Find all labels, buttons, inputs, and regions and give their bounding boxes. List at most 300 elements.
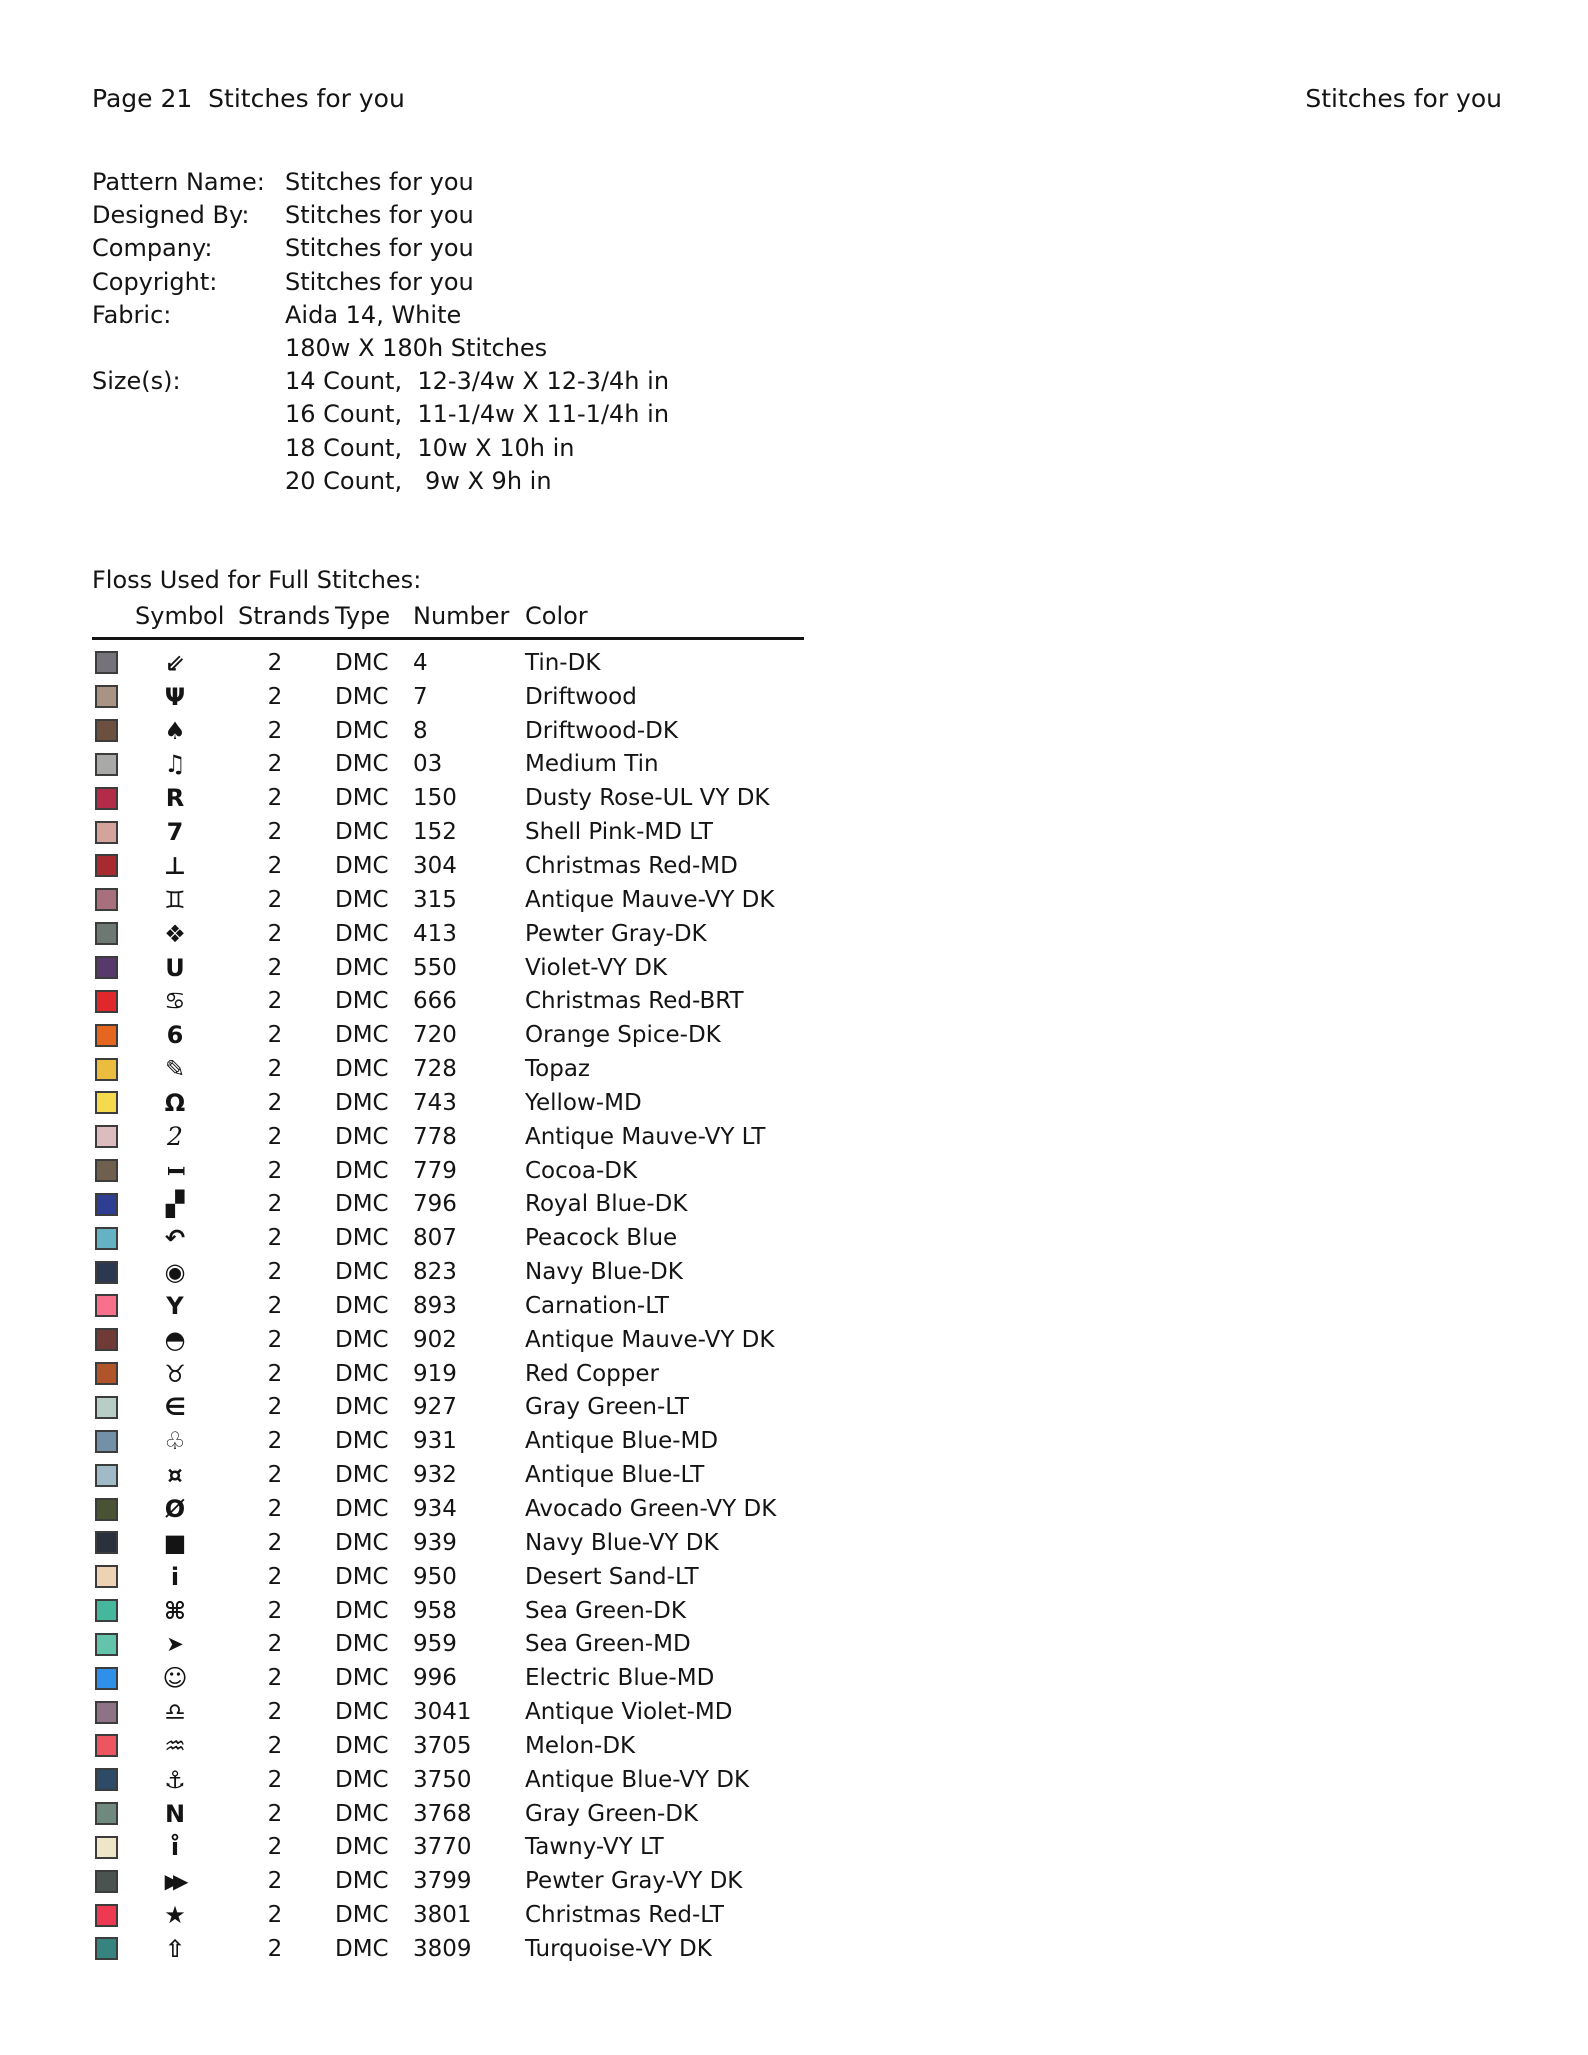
floss-number: 778 [413, 1123, 457, 1150]
floss-swatch-cell [92, 1464, 135, 1487]
floss-table-row [92, 680, 852, 714]
floss-strands: 2 [267, 1462, 283, 1489]
floss-color-swatch [95, 753, 118, 776]
floss-strands: 2 [267, 1597, 283, 1624]
floss-color-name: Desert Sand-LT [525, 1563, 699, 1590]
floss-table-header [92, 602, 804, 640]
floss-color-name: Carnation-LT [525, 1292, 669, 1319]
floss-table-row [92, 714, 852, 748]
floss-symbol: ♊ [164, 885, 186, 914]
floss-color-name: Violet-VY DK [525, 954, 668, 981]
floss-type: DMC [335, 1868, 389, 1895]
floss-number: 939 [413, 1529, 457, 1556]
floss-symbol: U [165, 953, 185, 982]
floss-type: DMC [335, 1056, 389, 1083]
floss-strands: 2 [267, 1225, 283, 1252]
floss-strands: 2 [267, 1935, 283, 1962]
floss-number: 3770 [413, 1834, 472, 1861]
floss-symbol: ⚓ [164, 1765, 186, 1794]
floss-swatch-cell [92, 1802, 135, 1825]
floss-color-name: Cocoa-DK [525, 1157, 638, 1184]
floss-number: 779 [413, 1157, 457, 1184]
floss-type: DMC [335, 1292, 389, 1319]
floss-number: 3750 [413, 1766, 472, 1793]
floss-swatch-cell [92, 1091, 135, 1114]
floss-color-name: Avocado Green-VY DK [525, 1496, 777, 1523]
floss-table-row [92, 984, 852, 1018]
floss-color-swatch [95, 1633, 118, 1656]
info-value-group [285, 166, 474, 199]
floss-color-swatch [95, 1498, 118, 1521]
floss-color-swatch [95, 1294, 118, 1317]
floss-color-swatch [95, 1464, 118, 1487]
floss-table-row [92, 1797, 852, 1831]
floss-number: 720 [413, 1022, 457, 1049]
floss-color-swatch [95, 1937, 118, 1960]
floss-symbol: ◓ [164, 1325, 186, 1354]
floss-color-name: Turquoise-VY DK [525, 1935, 712, 1962]
floss-strands: 2 [267, 1766, 283, 1793]
floss-symbol: ▞ [165, 1190, 185, 1219]
floss-swatch-cell [92, 1498, 135, 1521]
floss-swatch-cell [92, 1430, 135, 1453]
floss-symbol: ▶▶ [164, 1869, 182, 1894]
floss-type: DMC [335, 1496, 389, 1523]
floss-swatch-cell [92, 1159, 135, 1182]
floss-symbol: ♉ [164, 1359, 186, 1388]
floss-strands: 2 [267, 1123, 283, 1150]
floss-swatch-cell [92, 888, 135, 911]
floss-number: 796 [413, 1191, 457, 1218]
floss-swatch-cell [92, 1633, 135, 1656]
floss-strands: 2 [267, 954, 283, 981]
floss-number: 996 [413, 1665, 457, 1692]
floss-color-swatch [95, 1565, 118, 1588]
info-value: Stitches for you [285, 201, 474, 230]
floss-table-row [92, 1458, 852, 1492]
floss-number: 823 [413, 1259, 457, 1286]
floss-type: DMC [335, 1800, 389, 1827]
floss-strands: 2 [267, 683, 283, 710]
floss-color-swatch [95, 1261, 118, 1284]
floss-table-row [92, 1661, 852, 1695]
floss-swatch-cell [92, 990, 135, 1013]
floss-number: 7 [413, 683, 428, 710]
floss-number: 3799 [413, 1868, 472, 1895]
floss-table-row [92, 1255, 852, 1289]
info-value: Stitches for you [285, 234, 474, 263]
floss-symbol: ¤ [167, 1461, 183, 1490]
floss-color-swatch [95, 651, 118, 674]
info-row [92, 232, 669, 265]
floss-color-swatch [95, 1396, 118, 1419]
floss-type: DMC [335, 785, 389, 812]
floss-color-name: Royal Blue-DK [525, 1191, 688, 1218]
floss-table-row [92, 1729, 852, 1763]
floss-color-name: Christmas Red-MD [525, 852, 738, 879]
floss-strands: 2 [267, 1834, 283, 1861]
info-row [92, 166, 669, 199]
info-value: 14 Count, 12-3/4w X 12-3/4h in [285, 367, 670, 396]
floss-table-row [92, 917, 852, 951]
floss-color-name: Tawny-VY LT [525, 1834, 664, 1861]
floss-symbol: ✎ [164, 1055, 186, 1084]
info-row [92, 199, 669, 232]
floss-type: DMC [335, 1157, 389, 1184]
floss-number: 550 [413, 954, 457, 981]
floss-symbol: ♎ [164, 1698, 186, 1727]
floss-type: DMC [335, 1834, 389, 1861]
floss-type: DMC [335, 1326, 389, 1353]
floss-symbol: I [162, 1165, 188, 1176]
floss-strands: 2 [267, 717, 283, 744]
floss-strands: 2 [267, 1902, 283, 1929]
info-value: Stitches for you [285, 267, 474, 296]
floss-type: DMC [335, 649, 389, 676]
floss-type: DMC [335, 717, 389, 744]
floss-number: 8 [413, 717, 428, 744]
floss-swatch-cell [92, 753, 135, 776]
floss-swatch-cell [92, 1531, 135, 1554]
floss-color-swatch [95, 1667, 118, 1690]
floss-symbol: ı̊ [170, 1833, 180, 1862]
floss-symbol: ➤ [166, 1631, 184, 1656]
floss-number: 3768 [413, 1800, 472, 1827]
floss-color-name: Melon-DK [525, 1732, 636, 1759]
floss-number: 413 [413, 920, 457, 947]
floss-table-row [92, 1932, 852, 1966]
floss-color-name: Antique Violet-MD [525, 1699, 733, 1726]
floss-table-title: Floss Used for Full Stitches: [92, 566, 422, 594]
floss-table-row [92, 1154, 852, 1188]
floss-type: DMC [335, 988, 389, 1015]
floss-color-name: Medium Tin [525, 751, 659, 778]
col-header-spacer [92, 602, 135, 630]
floss-number: 959 [413, 1631, 457, 1658]
floss-number: 958 [413, 1597, 457, 1624]
floss-color-swatch [95, 1227, 118, 1250]
floss-table-row [92, 1627, 852, 1661]
floss-strands: 2 [267, 1022, 283, 1049]
info-value: Aida 14, White [285, 300, 462, 329]
floss-type: DMC [335, 1529, 389, 1556]
floss-table-row [92, 951, 852, 985]
floss-color-swatch [95, 854, 118, 877]
floss-color-swatch [95, 1430, 118, 1453]
floss-strands: 2 [267, 1800, 283, 1827]
floss-swatch-cell [92, 1768, 135, 1791]
col-header-strands: Strands [238, 602, 331, 630]
floss-symbol: ⌘ [163, 1596, 187, 1625]
floss-type: DMC [335, 954, 389, 981]
floss-color-swatch [95, 1802, 118, 1825]
floss-swatch-cell [92, 1701, 135, 1724]
floss-table-row [92, 883, 852, 917]
floss-color-name: Sea Green-DK [525, 1597, 686, 1624]
floss-type: DMC [335, 1360, 389, 1387]
floss-table-row [92, 1594, 852, 1628]
floss-table-row [92, 1120, 852, 1154]
floss-color-swatch [95, 1768, 118, 1791]
floss-color-name: Christmas Red-BRT [525, 988, 744, 1015]
floss-swatch-cell [92, 1294, 135, 1317]
floss-type: DMC [335, 1597, 389, 1624]
info-row [92, 299, 669, 365]
floss-type: DMC [335, 1462, 389, 1489]
floss-color-name: Gray Green-LT [525, 1394, 689, 1421]
floss-number: 3801 [413, 1902, 472, 1929]
floss-color-name: Topaz [525, 1056, 590, 1083]
floss-table-row [92, 1052, 852, 1086]
floss-table-body [92, 646, 852, 1966]
floss-type: DMC [335, 1123, 389, 1150]
floss-swatch-cell [92, 1870, 135, 1893]
floss-swatch-cell [92, 922, 135, 945]
floss-symbol: ☺ [162, 1664, 188, 1693]
floss-table-row [92, 748, 852, 782]
floss-strands: 2 [267, 1868, 283, 1895]
floss-number: 927 [413, 1394, 457, 1421]
floss-strands: 2 [267, 1428, 283, 1455]
floss-strands: 2 [267, 920, 283, 947]
floss-number: 315 [413, 886, 457, 913]
floss-swatch-cell [92, 1836, 135, 1859]
floss-table-row [92, 1289, 852, 1323]
floss-swatch-cell [92, 854, 135, 877]
floss-symbol: 2 [167, 1122, 183, 1152]
floss-color-swatch [95, 1701, 118, 1724]
info-value: 18 Count, 10w X 10h in [285, 433, 575, 462]
floss-number: 3041 [413, 1699, 472, 1726]
col-header-type: Type [335, 602, 391, 630]
floss-symbol: R [165, 784, 185, 813]
floss-swatch-cell [92, 956, 135, 979]
info-value: Stitches for you [285, 168, 474, 196]
floss-swatch-cell [92, 787, 135, 810]
floss-strands: 2 [267, 1191, 283, 1218]
floss-color-name: Sea Green-MD [525, 1631, 691, 1658]
floss-symbol: N [164, 1799, 186, 1828]
floss-color-name: Gray Green-DK [525, 1800, 699, 1827]
floss-color-swatch [95, 888, 118, 911]
floss-swatch-cell [92, 1362, 135, 1385]
floss-number: 666 [413, 988, 457, 1015]
floss-number: 728 [413, 1056, 457, 1083]
floss-color-name: Antique Blue-MD [525, 1428, 719, 1455]
info-label: Copyright: [92, 267, 218, 296]
floss-type: DMC [335, 1902, 389, 1929]
floss-type: DMC [335, 1089, 389, 1116]
floss-color-name: Christmas Red-LT [525, 1902, 724, 1929]
floss-table-row [92, 1831, 852, 1865]
floss-color-swatch [95, 956, 118, 979]
info-value-group [285, 365, 669, 498]
floss-color-swatch [95, 1125, 118, 1148]
floss-symbol: ★ [164, 1901, 186, 1930]
floss-color-swatch [95, 1531, 118, 1554]
floss-color-name: Electric Blue-MD [525, 1665, 715, 1692]
floss-color-swatch [95, 1836, 118, 1859]
info-row [92, 365, 669, 498]
floss-color-swatch [95, 1328, 118, 1351]
floss-symbol: ⇙ [164, 648, 186, 677]
floss-strands: 2 [267, 988, 283, 1015]
floss-color-name: Antique Mauve-VY DK [525, 1326, 775, 1353]
floss-number: 931 [413, 1428, 457, 1455]
floss-swatch-cell [92, 821, 135, 844]
floss-color-name: Dusty Rose-UL VY DK [525, 785, 770, 812]
floss-symbol: Ω [164, 1088, 186, 1117]
info-label: Company: [92, 234, 213, 263]
floss-type: DMC [335, 683, 389, 710]
floss-color-swatch [95, 1362, 118, 1385]
floss-number: 807 [413, 1225, 457, 1252]
floss-table-row [92, 1864, 852, 1898]
info-label: Size(s): [92, 367, 181, 396]
floss-symbol: ⇧ [164, 1934, 186, 1963]
floss-color-swatch [95, 1904, 118, 1927]
floss-type: DMC [335, 1022, 389, 1049]
floss-symbol: ∈ [164, 1393, 186, 1422]
floss-color-name: Orange Spice-DK [525, 1022, 721, 1049]
floss-table-row [92, 1526, 852, 1560]
floss-table-row [92, 1391, 852, 1425]
floss-swatch-cell [92, 1261, 135, 1284]
info-value-group [285, 199, 474, 232]
info-label: Designed By: [92, 201, 250, 230]
info-value-group [285, 266, 474, 299]
floss-color-swatch [95, 922, 118, 945]
floss-swatch-cell [92, 1396, 135, 1419]
pattern-info-block [92, 166, 669, 498]
info-value-group [285, 232, 474, 265]
floss-number: 03 [413, 751, 443, 778]
info-value: 180w X 180h Stitches [285, 334, 548, 363]
floss-color-swatch [95, 1734, 118, 1757]
floss-swatch-cell [92, 1227, 135, 1250]
floss-symbol: ♒ [164, 1731, 186, 1760]
floss-table-row [92, 1898, 852, 1932]
floss-strands: 2 [267, 649, 283, 676]
floss-color-swatch [95, 1159, 118, 1182]
floss-color-swatch [95, 1870, 118, 1893]
floss-swatch-cell [92, 1937, 135, 1960]
floss-symbol: ♧ [164, 1427, 186, 1456]
floss-strands: 2 [267, 1089, 283, 1116]
page-header-left: Page 21 Stitches for you [92, 84, 405, 113]
info-label: Fabric: [92, 300, 172, 329]
floss-table-row [92, 1560, 852, 1594]
page-header-right: Stitches for you [1305, 84, 1502, 113]
floss-color-name: Pewter Gray-VY DK [525, 1868, 743, 1895]
floss-table-row [92, 1221, 852, 1255]
floss-table-row [92, 1357, 852, 1391]
floss-color-name: Navy Blue-DK [525, 1259, 683, 1286]
floss-type: DMC [335, 1766, 389, 1793]
floss-strands: 2 [267, 1292, 283, 1319]
floss-symbol: ■ [163, 1528, 187, 1557]
floss-swatch-cell [92, 1599, 135, 1622]
floss-symbol: Y [166, 1291, 184, 1320]
floss-color-name: Shell Pink-MD LT [525, 819, 713, 846]
floss-number: 150 [413, 785, 457, 812]
floss-swatch-cell [92, 651, 135, 674]
floss-strands: 2 [267, 1699, 283, 1726]
floss-color-name: Red Copper [525, 1360, 659, 1387]
floss-type: DMC [335, 751, 389, 778]
floss-swatch-cell [92, 1058, 135, 1081]
floss-color-name: Yellow-MD [525, 1089, 642, 1116]
floss-type: DMC [335, 1665, 389, 1692]
info-value: 16 Count, 11-1/4w X 11-1/4h in [285, 400, 670, 429]
floss-strands: 2 [267, 1496, 283, 1523]
floss-table-row [92, 1086, 852, 1120]
floss-type: DMC [335, 819, 389, 846]
floss-table-row [92, 1695, 852, 1729]
floss-symbol: ♫ [164, 750, 186, 779]
floss-table-row [92, 1188, 852, 1222]
floss-table-row [92, 1763, 852, 1797]
floss-color-name: Driftwood-DK [525, 717, 678, 744]
floss-strands: 2 [267, 819, 283, 846]
info-value-group [285, 299, 547, 365]
floss-type: DMC [335, 1631, 389, 1658]
floss-color-name: Antique Mauve-VY LT [525, 1123, 766, 1150]
floss-strands: 2 [267, 1259, 283, 1286]
info-row [92, 266, 669, 299]
floss-table-row [92, 849, 852, 883]
floss-strands: 2 [267, 1056, 283, 1083]
floss-symbol: ◉ [164, 1258, 186, 1287]
floss-number: 932 [413, 1462, 457, 1489]
floss-number: 152 [413, 819, 457, 846]
floss-table-row [92, 1492, 852, 1526]
floss-symbol: ↶ [164, 1224, 186, 1253]
floss-number: 893 [413, 1292, 457, 1319]
floss-color-swatch [95, 1024, 118, 1047]
floss-color-name: Tin-DK [525, 649, 601, 676]
floss-swatch-cell [92, 1328, 135, 1351]
floss-symbol: Ø [164, 1495, 186, 1524]
floss-strands: 2 [267, 1394, 283, 1421]
floss-symbol: ♋ [164, 987, 186, 1016]
floss-swatch-cell [92, 1193, 135, 1216]
floss-number: 950 [413, 1563, 457, 1590]
floss-strands: 2 [267, 1326, 283, 1353]
floss-type: DMC [335, 1394, 389, 1421]
floss-type: DMC [335, 1259, 389, 1286]
floss-number: 902 [413, 1326, 457, 1353]
floss-number: 743 [413, 1089, 457, 1116]
floss-type: DMC [335, 1428, 389, 1455]
floss-symbol: ❖ [164, 919, 186, 948]
floss-color-swatch [95, 1193, 118, 1216]
floss-type: DMC [335, 1935, 389, 1962]
floss-strands: 2 [267, 751, 283, 778]
info-value: 20 Count, 9w X 9h in [285, 466, 552, 495]
floss-number: 934 [413, 1496, 457, 1523]
col-header-number: Number [413, 602, 510, 630]
col-header-color: Color [525, 602, 588, 630]
floss-swatch-cell [92, 1125, 135, 1148]
floss-strands: 2 [267, 1360, 283, 1387]
floss-number: 304 [413, 852, 457, 879]
floss-swatch-cell [92, 685, 135, 708]
floss-color-swatch [95, 1058, 118, 1081]
floss-color-name: Antique Blue-LT [525, 1462, 705, 1489]
floss-color-swatch [95, 787, 118, 810]
floss-color-swatch [95, 685, 118, 708]
